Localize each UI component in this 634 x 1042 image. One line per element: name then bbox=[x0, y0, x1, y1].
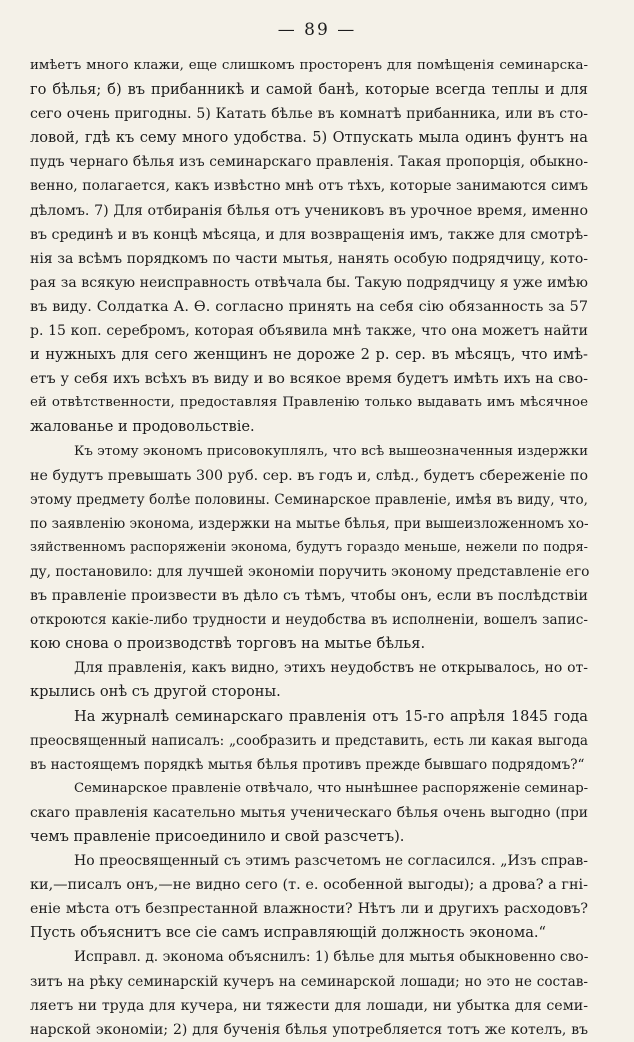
text-line: не будутъ превышать 300 руб. сер. въ годъ и, слѣд., будетъ сбереженіе по bbox=[30, 467, 588, 484]
text-line: по заявленію эконома, издержки на мытье бѣлья, при вышеизложенномъ хо- bbox=[30, 515, 589, 532]
text-line: преосвященный написалъ: „сообразить и представить, есть ли какая выгода bbox=[30, 732, 588, 749]
text-line: Но преосвященный съ этимъ разсчетомъ не согласился. „Изъ справ- bbox=[74, 853, 588, 870]
text-line: дѣломъ. 7) Для отбиранія бѣлья отъ учениковъ въ урочное время, именно bbox=[30, 202, 588, 219]
text-line: сего очень пригодны. 5) Катать бѣлье въ комнатѣ прибанника, или въ сто- bbox=[30, 106, 588, 123]
text-line: скаго правленія касательно мытья ученическаго бѣлья очень выгодно (при bbox=[30, 804, 588, 821]
text-line: ду, постановило: для лучшей экономіи поручить эконому представленіе его bbox=[30, 563, 590, 580]
text-line: етъ у себя ихъ всѣхъ въ виду и во всякое время будетъ имѣть ихъ на сво- bbox=[30, 371, 588, 388]
text-line: и нужныхъ для сего женщинъ не дороже 2 р. сер. въ мѣсяцъ, что имѣ- bbox=[30, 346, 588, 364]
page-number: — 89 — bbox=[277, 20, 357, 40]
text-line: На журналѣ семинарскаго правленія отъ 15-го апрѣля 1845 года bbox=[74, 707, 588, 725]
text-line: ей отвѣтственности, предоставляя Правленію только выдавать имъ мѣсячное bbox=[30, 395, 588, 411]
text-line: зитъ на рѣку семинарскій кучеръ на семинарской лошади; но это не состав- bbox=[30, 973, 588, 990]
text-line: чемъ правленіе присоединило и свой разсчетъ). bbox=[30, 828, 405, 845]
text-line: нія за всѣмъ порядкомъ по части мытья, нанять особую подрядчицу, кото- bbox=[30, 250, 588, 267]
text-line: ки,—писалъ онъ,—не видно сего (т. е. особенной выгоды); а дрова? а гні- bbox=[30, 877, 588, 894]
text-line: въ настоящемъ порядкѣ мытья бѣлья противъ прежде бывшаго подрядомъ?“ bbox=[30, 756, 585, 773]
text-line: Къ этому экономъ присовокуплялъ, что всѣ вышеозначенныя издержки bbox=[74, 443, 588, 459]
text-line: этому предмету болѣе половины. Семинарское правленіе, имѣя въ виду, что, bbox=[30, 491, 588, 508]
text-line: зяйственномъ распоряженіи эконома, будутъ гораздо меньше, нежели по подря- bbox=[30, 539, 588, 555]
text-line: рая за всякую неисправность отвѣчала бы. Такую подрядчицу я уже имѣю bbox=[30, 274, 588, 291]
text-line: р. 15 коп. серебромъ, которая объявила мнѣ также, что она можетъ найти bbox=[30, 323, 588, 340]
text-line: ловой, гдѣ къ сему много удобства. 5) Отпускать мыла одинъ фунтъ на bbox=[30, 129, 588, 147]
text-line: Пусть объяснитъ все сіе самъ исправляющій должность эконома.“ bbox=[30, 924, 546, 942]
text-line: ляетъ ни труда для кучера, ни тяжести для лошади, ни убытка для семи- bbox=[30, 997, 588, 1014]
text-line: венно, полагается, какъ извѣстно мнѣ отъ тѣхъ, которые занимаются симъ bbox=[30, 178, 588, 195]
text-line: Исправл. д. эконома объяснилъ: 1) бѣлье для мытья обыкновенно сво- bbox=[74, 949, 589, 966]
text-line: еніе мѣста отъ безпрестанной влажности? Нѣтъ ли и другихъ расходовъ? bbox=[30, 901, 588, 918]
text-line: въ срединѣ и въ концѣ мѣсяца, и для возвращенія имъ, также для смотрѣ- bbox=[30, 226, 588, 243]
text-line: нарской экономіи; 2) для бученія бѣлья употребляется тотъ же котелъ, въ bbox=[30, 1021, 588, 1038]
text-line: откроются какіе-либо трудности и неудобства въ исполненіи, вошелъ запис- bbox=[30, 612, 588, 629]
body-text bbox=[30, 54, 588, 1042]
text-line: го бѣлья; б) въ прибанникѣ и самой банѣ, которые всегда теплы и для bbox=[30, 81, 588, 99]
text-line: Семинарское правленіе отвѣчало, что нынѣшнее распоряженіе семинар- bbox=[74, 780, 589, 796]
text-line: Для правленія, какъ видно, этихъ неудобствъ не открывалось, но от- bbox=[74, 660, 588, 677]
text-line: имѣетъ много клажи, еще слишкомъ просторенъ для помѣщенія семинарска- bbox=[30, 58, 588, 73]
text-line: пудъ чернаго бѣлья изъ семинарскаго правленія. Такая пропорція, обыкно- bbox=[30, 154, 588, 171]
text-line: крылись онѣ съ другой стороны. bbox=[30, 683, 281, 701]
text-line: жалованье и продовольствіе. bbox=[30, 418, 255, 436]
text-line: въ виду. Солдатка А. Ѳ. согласно принять на себя сію обязанность за 57 bbox=[30, 298, 588, 315]
text-line: кою снова о производствѣ торговъ на мытье бѣлья. bbox=[30, 635, 426, 653]
text-line: въ правленіе произвести въ дѣло съ тѣмъ, чтобы онъ, если въ послѣдствіи bbox=[30, 588, 588, 605]
